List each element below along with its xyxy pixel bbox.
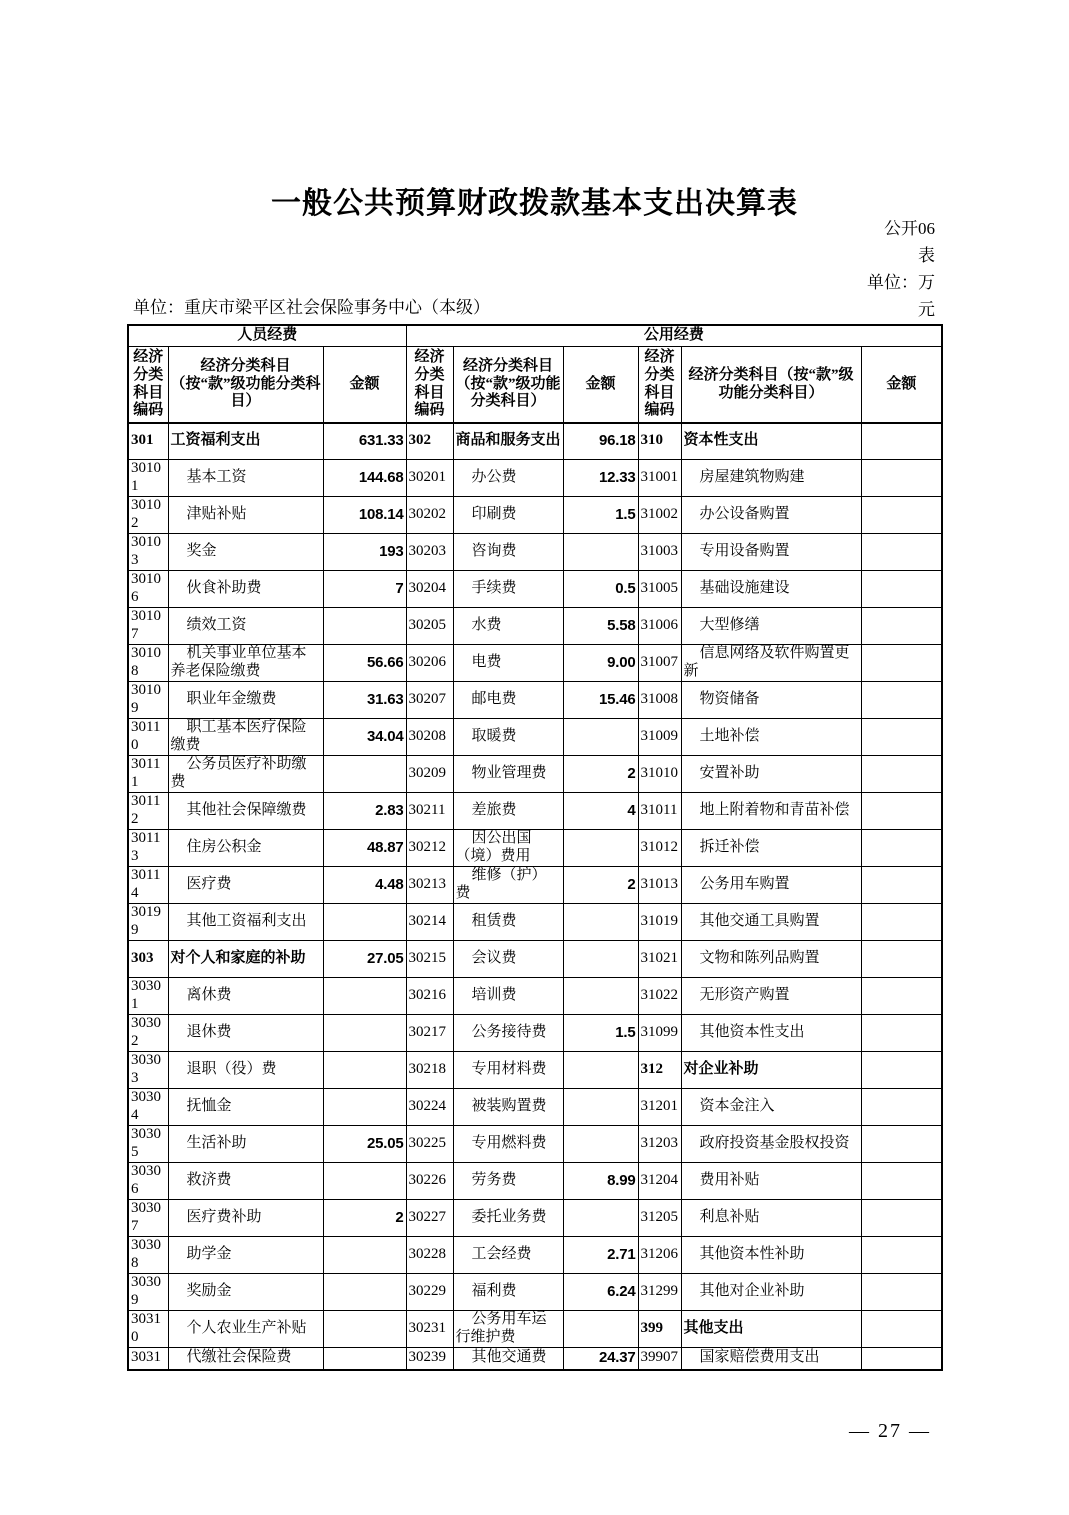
code-cell: 30199	[128, 903, 168, 940]
subject-cell: 其他交通费	[453, 1347, 563, 1370]
subject-cell: 专用材料费	[453, 1051, 563, 1088]
code-cell: 31201	[638, 1088, 681, 1125]
code-cell: 30213	[406, 866, 453, 903]
subject-cell: 费用补贴	[681, 1162, 861, 1199]
amount-cell	[323, 1162, 406, 1199]
amount-cell: 48.87	[323, 829, 406, 866]
table-row	[128, 533, 942, 570]
subject-cell: 商品和服务支出	[453, 423, 563, 459]
column-header: 金额	[861, 347, 942, 424]
subject-cell: 基础设施建设	[681, 570, 861, 607]
code-cell: 30239	[406, 1347, 453, 1370]
table-row	[128, 423, 942, 459]
subject-cell: 绩效工资	[168, 607, 323, 644]
amount-cell	[861, 977, 942, 1014]
code-cell: 30302	[128, 1014, 168, 1051]
amount-cell: 27.05	[323, 940, 406, 977]
amount-cell	[861, 1310, 942, 1347]
amount-cell: 4.48	[323, 866, 406, 903]
code-cell: 30309	[128, 1273, 168, 1310]
subject-cell: 被装购置费	[453, 1088, 563, 1125]
code-cell: 30304	[128, 1088, 168, 1125]
amount-cell	[861, 644, 942, 681]
code-cell: 30107	[128, 607, 168, 644]
subject-cell: 津贴补贴	[168, 496, 323, 533]
doc-note-line: 单位：万	[867, 273, 935, 292]
table-row	[128, 1051, 942, 1088]
amount-cell	[861, 755, 942, 792]
amount-cell	[861, 459, 942, 496]
code-cell: 30111	[128, 755, 168, 792]
code-cell: 31012	[638, 829, 681, 866]
doc-note-line: 元	[918, 300, 935, 319]
amount-cell: 5.58	[563, 607, 638, 644]
amount-cell	[563, 977, 638, 1014]
code-cell: 30308	[128, 1236, 168, 1273]
code-cell: 302	[406, 423, 453, 459]
subject-cell: 生活补助	[168, 1125, 323, 1162]
amount-cell: 2.83	[323, 792, 406, 829]
table-row	[128, 1199, 942, 1236]
code-cell: 312	[638, 1051, 681, 1088]
amount-cell	[323, 755, 406, 792]
code-cell: 31205	[638, 1199, 681, 1236]
subject-cell: 租赁费	[453, 903, 563, 940]
code-cell: 30205	[406, 607, 453, 644]
subject-cell: 个人农业生产补贴	[168, 1310, 323, 1347]
amount-cell	[323, 1347, 406, 1370]
code-cell: 39907	[638, 1347, 681, 1370]
subject-cell: 公务员医疗补助缴费	[168, 755, 323, 792]
subject-cell: 对企业补助	[681, 1051, 861, 1088]
table-row	[128, 940, 942, 977]
code-cell: 301	[128, 423, 168, 459]
subject-cell: 公务用车购置	[681, 866, 861, 903]
amount-cell	[563, 533, 638, 570]
subject-cell: 无形资产购置	[681, 977, 861, 1014]
column-header: 金额	[563, 347, 638, 424]
subject-cell: 医疗费	[168, 866, 323, 903]
amount-cell	[563, 1199, 638, 1236]
group-header-personnel: 人员经费	[128, 325, 406, 347]
code-cell: 30226	[406, 1162, 453, 1199]
subject-cell: 差旅费	[453, 792, 563, 829]
table-row	[128, 1310, 942, 1347]
amount-cell	[563, 829, 638, 866]
subject-cell: 抚恤金	[168, 1088, 323, 1125]
column-header: 经济分类科目编码	[638, 347, 681, 424]
amount-cell	[861, 1125, 942, 1162]
amount-cell	[563, 1310, 638, 1347]
table-row	[128, 792, 942, 829]
code-cell: 31011	[638, 792, 681, 829]
subject-cell: 土地补偿	[681, 718, 861, 755]
subject-cell: 专用设备购置	[681, 533, 861, 570]
subject-cell: 助学金	[168, 1236, 323, 1273]
table-row	[128, 1236, 942, 1273]
table-row	[128, 459, 942, 496]
amount-cell	[563, 903, 638, 940]
code-cell: 30215	[406, 940, 453, 977]
doc-note-line: 表	[918, 246, 935, 265]
code-cell: 31022	[638, 977, 681, 1014]
code-cell: 30209	[406, 755, 453, 792]
code-cell: 31009	[638, 718, 681, 755]
subject-cell: 医疗费补助	[168, 1199, 323, 1236]
subject-cell: 奖励金	[168, 1273, 323, 1310]
code-cell: 30217	[406, 1014, 453, 1051]
subject-cell: 劳务费	[453, 1162, 563, 1199]
table-row	[128, 829, 942, 866]
amount-cell	[563, 1125, 638, 1162]
code-cell: 30229	[406, 1273, 453, 1310]
code-cell: 30110	[128, 718, 168, 755]
amount-cell	[861, 829, 942, 866]
subject-cell: 办公设备购置	[681, 496, 861, 533]
doc-note-line: 公开06	[884, 219, 935, 238]
subject-cell: 离休费	[168, 977, 323, 1014]
code-cell: 30224	[406, 1088, 453, 1125]
amount-cell: 631.33	[323, 423, 406, 459]
subject-cell: 代缴社会保险费	[168, 1347, 323, 1370]
subject-cell: 国家赔偿费用支出	[681, 1347, 861, 1370]
subject-cell: 资本金注入	[681, 1088, 861, 1125]
code-cell: 30204	[406, 570, 453, 607]
amount-cell: 96.18	[563, 423, 638, 459]
subject-cell: 机关事业单位基本养老保险缴费	[168, 644, 323, 681]
doc-note	[867, 215, 935, 323]
subject-cell: 公务用车运行维护费	[453, 1310, 563, 1347]
subject-cell: 利息补贴	[681, 1199, 861, 1236]
amount-cell: 7	[323, 570, 406, 607]
subject-cell: 拆迁补偿	[681, 829, 861, 866]
subject-cell: 因公出国（境）费用	[453, 829, 563, 866]
amount-cell: 193	[323, 533, 406, 570]
table-row	[128, 496, 942, 533]
amount-cell: 2	[563, 866, 638, 903]
subject-cell: 手续费	[453, 570, 563, 607]
amount-cell	[861, 718, 942, 755]
table-row	[128, 1162, 942, 1199]
table-row	[128, 1088, 942, 1125]
subject-cell: 资本性支出	[681, 423, 861, 459]
code-cell: 399	[638, 1310, 681, 1347]
subject-cell: 其他对企业补助	[681, 1273, 861, 1310]
amount-cell	[861, 533, 942, 570]
subject-cell: 其他资本性补助	[681, 1236, 861, 1273]
amount-cell	[861, 1347, 942, 1370]
amount-cell: 8.99	[563, 1162, 638, 1199]
table-row	[128, 1273, 942, 1310]
code-cell: 3031	[128, 1347, 168, 1370]
subject-cell: 伙食补助费	[168, 570, 323, 607]
amount-cell	[323, 1051, 406, 1088]
code-cell: 31204	[638, 1162, 681, 1199]
amount-cell	[861, 903, 942, 940]
subject-cell: 职业年金缴费	[168, 681, 323, 718]
subject-cell: 专用燃料费	[453, 1125, 563, 1162]
amount-cell: 1.5	[563, 496, 638, 533]
subject-cell: 救济费	[168, 1162, 323, 1199]
code-cell: 30212	[406, 829, 453, 866]
amount-cell	[861, 1014, 942, 1051]
table-row	[128, 607, 942, 644]
code-cell: 30109	[128, 681, 168, 718]
code-cell: 31299	[638, 1273, 681, 1310]
amount-cell	[861, 1088, 942, 1125]
code-cell: 30301	[128, 977, 168, 1014]
subject-cell: 工会经费	[453, 1236, 563, 1273]
page-title: 一般公共预算财政拨款基本支出决算表	[271, 187, 798, 220]
code-cell: 30106	[128, 570, 168, 607]
subject-cell: 政府投资基金股权投资	[681, 1125, 861, 1162]
subject-cell: 其他交通工具购置	[681, 903, 861, 940]
amount-cell	[563, 718, 638, 755]
amount-cell: 144.68	[323, 459, 406, 496]
table-row	[128, 681, 942, 718]
amount-cell	[563, 940, 638, 977]
amount-cell: 2	[323, 1199, 406, 1236]
subject-cell: 其他社会保障缴费	[168, 792, 323, 829]
table-row	[128, 570, 942, 607]
amount-cell	[861, 940, 942, 977]
group-header-row	[128, 325, 942, 347]
amount-cell: 56.66	[323, 644, 406, 681]
code-cell: 30102	[128, 496, 168, 533]
code-cell: 30228	[406, 1236, 453, 1273]
table-row	[128, 644, 942, 681]
subject-cell: 委托业务费	[453, 1199, 563, 1236]
amount-cell	[323, 607, 406, 644]
subject-cell: 基本工资	[168, 459, 323, 496]
subject-cell: 其他工资福利支出	[168, 903, 323, 940]
table-row	[128, 866, 942, 903]
subject-cell: 福利费	[453, 1273, 563, 1310]
code-cell: 30112	[128, 792, 168, 829]
subject-cell: 信息网络及软件购置更新	[681, 644, 861, 681]
subject-cell: 退休费	[168, 1014, 323, 1051]
code-cell: 31008	[638, 681, 681, 718]
code-cell: 30114	[128, 866, 168, 903]
amount-cell	[861, 570, 942, 607]
column-header: 经济分类科目编码	[128, 347, 168, 424]
amount-cell: 2.71	[563, 1236, 638, 1273]
code-cell: 30202	[406, 496, 453, 533]
table-row	[128, 903, 942, 940]
subject-cell: 印刷费	[453, 496, 563, 533]
code-cell: 30303	[128, 1051, 168, 1088]
code-cell: 30227	[406, 1199, 453, 1236]
code-cell: 31001	[638, 459, 681, 496]
code-cell: 30216	[406, 977, 453, 1014]
subject-cell: 其他支出	[681, 1310, 861, 1347]
code-cell: 31002	[638, 496, 681, 533]
code-cell: 31006	[638, 607, 681, 644]
subject-cell: 文物和陈列品购置	[681, 940, 861, 977]
amount-cell: 2	[563, 755, 638, 792]
subject-cell: 电费	[453, 644, 563, 681]
code-cell: 30218	[406, 1051, 453, 1088]
code-cell: 30203	[406, 533, 453, 570]
amount-cell	[323, 1273, 406, 1310]
amount-cell	[323, 903, 406, 940]
subject-cell: 维修（护）费	[453, 866, 563, 903]
amount-cell: 12.33	[563, 459, 638, 496]
code-cell: 31013	[638, 866, 681, 903]
code-cell: 30206	[406, 644, 453, 681]
code-cell: 30305	[128, 1125, 168, 1162]
amount-cell: 15.46	[563, 681, 638, 718]
subject-cell: 会议费	[453, 940, 563, 977]
amount-cell	[861, 1236, 942, 1273]
code-cell: 31099	[638, 1014, 681, 1051]
amount-cell: 4	[563, 792, 638, 829]
code-cell: 310	[638, 423, 681, 459]
table-row	[128, 977, 942, 1014]
subject-cell: 地上附着物和青苗补偿	[681, 792, 861, 829]
subject-cell: 住房公积金	[168, 829, 323, 866]
code-cell: 30208	[406, 718, 453, 755]
amount-cell: 1.5	[563, 1014, 638, 1051]
column-header: 经济分类科目（按“款”级功能分类科目）	[168, 347, 323, 424]
code-cell: 30101	[128, 459, 168, 496]
expenditure-table	[127, 324, 943, 1371]
amount-cell: 34.04	[323, 718, 406, 755]
table-body	[128, 423, 942, 1370]
code-cell: 30108	[128, 644, 168, 681]
code-cell: 303	[128, 940, 168, 977]
subject-cell: 工资福利支出	[168, 423, 323, 459]
code-cell: 30306	[128, 1162, 168, 1199]
subject-cell: 安置补助	[681, 755, 861, 792]
code-cell: 31019	[638, 903, 681, 940]
code-cell: 31003	[638, 533, 681, 570]
code-cell: 30201	[406, 459, 453, 496]
amount-cell	[861, 496, 942, 533]
subject-cell: 取暖费	[453, 718, 563, 755]
amount-cell: 0.5	[563, 570, 638, 607]
amount-cell: 108.14	[323, 496, 406, 533]
table-row	[128, 1347, 942, 1370]
amount-cell	[323, 1014, 406, 1051]
amount-cell	[323, 977, 406, 1014]
amount-cell	[861, 607, 942, 644]
amount-cell	[861, 792, 942, 829]
code-cell: 30231	[406, 1310, 453, 1347]
table-row	[128, 718, 942, 755]
amount-cell	[323, 1236, 406, 1273]
amount-cell	[861, 681, 942, 718]
table-row	[128, 755, 942, 792]
amount-cell	[323, 1310, 406, 1347]
amount-cell	[563, 1051, 638, 1088]
amount-cell: 9.00	[563, 644, 638, 681]
subject-cell: 办公费	[453, 459, 563, 496]
amount-cell	[861, 866, 942, 903]
group-header-public: 公用经费	[406, 325, 942, 347]
code-cell: 30103	[128, 533, 168, 570]
subject-cell: 培训费	[453, 977, 563, 1014]
code-cell: 31005	[638, 570, 681, 607]
subject-cell: 大型修缮	[681, 607, 861, 644]
code-cell: 30113	[128, 829, 168, 866]
code-cell: 31007	[638, 644, 681, 681]
code-cell: 31203	[638, 1125, 681, 1162]
amount-cell: 24.37	[563, 1347, 638, 1370]
table-row	[128, 1125, 942, 1162]
amount-cell	[861, 1051, 942, 1088]
amount-cell	[563, 1088, 638, 1125]
subject-cell: 水费	[453, 607, 563, 644]
amount-cell	[861, 1273, 942, 1310]
amount-cell	[861, 1199, 942, 1236]
amount-cell: 25.05	[323, 1125, 406, 1162]
table-row	[128, 1014, 942, 1051]
column-header-row	[128, 347, 942, 424]
amount-cell: 31.63	[323, 681, 406, 718]
code-cell: 31010	[638, 755, 681, 792]
subject-cell: 其他资本性支出	[681, 1014, 861, 1051]
column-header: 经济分类科目（按“款”级功能分类科目）	[453, 347, 563, 424]
code-cell: 30214	[406, 903, 453, 940]
subject-cell: 奖金	[168, 533, 323, 570]
amount-cell	[323, 1088, 406, 1125]
subject-cell: 物业管理费	[453, 755, 563, 792]
code-cell: 31021	[638, 940, 681, 977]
code-cell: 30310	[128, 1310, 168, 1347]
code-cell: 30307	[128, 1199, 168, 1236]
column-header: 经济分类科目（按“款”级功能分类科目）	[681, 347, 861, 424]
page-number: — 27 —	[849, 1420, 931, 1442]
subject-cell: 对个人和家庭的补助	[168, 940, 323, 977]
unit-line: 单位：重庆市梁平区社会保险事务中心（本级）	[133, 298, 490, 317]
amount-cell	[861, 1162, 942, 1199]
subject-cell: 公务接待费	[453, 1014, 563, 1051]
subject-cell: 职工基本医疗保险缴费	[168, 718, 323, 755]
column-header: 金额	[323, 347, 406, 424]
code-cell: 30225	[406, 1125, 453, 1162]
subject-cell: 咨询费	[453, 533, 563, 570]
subject-cell: 退职（役）费	[168, 1051, 323, 1088]
column-header: 经济分类科目编码	[406, 347, 453, 424]
amount-cell	[861, 423, 942, 459]
code-cell: 30211	[406, 792, 453, 829]
subject-cell: 物资储备	[681, 681, 861, 718]
code-cell: 31206	[638, 1236, 681, 1273]
subject-cell: 邮电费	[453, 681, 563, 718]
subject-cell: 房屋建筑物购建	[681, 459, 861, 496]
code-cell: 30207	[406, 681, 453, 718]
amount-cell: 6.24	[563, 1273, 638, 1310]
